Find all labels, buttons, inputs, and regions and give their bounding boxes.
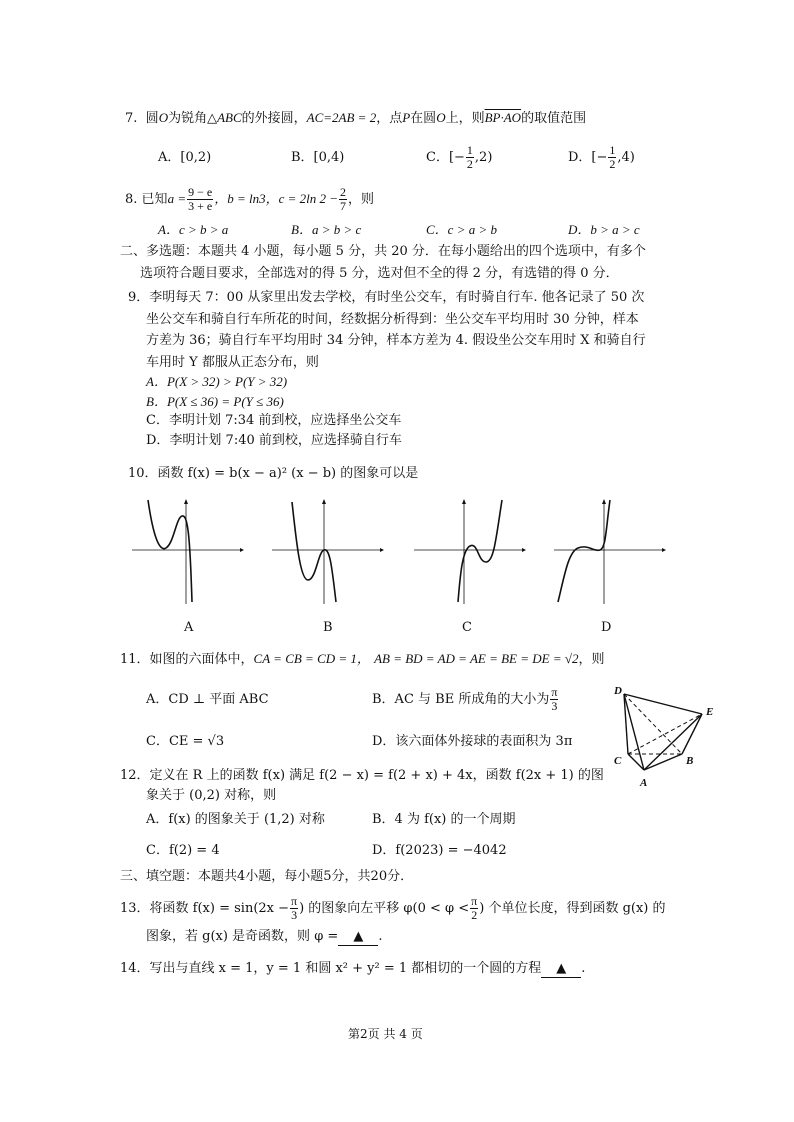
q14-answer-blank[interactable]: ▲ — [541, 961, 581, 978]
q9-line-1: 9．李明每天 7：00 从家里出发去学校，有时坐公交车，有时骑自行车. 他各记录了 50 次 — [128, 290, 645, 305]
q11-option-b: B．AC 与 BE 所成角的大小为 $\frac{\pi}{3}$ — [372, 685, 558, 713]
q10-graph-d — [552, 498, 667, 608]
q13-line-1: 13．将函数 f(x) = sin(2x − $\frac{\pi}{3}$ ) 的图象向左平移 φ(0 < φ < $\frac{\pi}{2}$ ) 个单位长度，得到函数 g(x) 的 — [120, 894, 666, 922]
figure-label-a: A — [640, 777, 648, 789]
section2-instructions-2: 选项符合题目要求，全部选对的得 5 分，选对但不全的得 2 分，有选错的得 0 分． — [140, 266, 619, 281]
section2-instructions-1: 二、多选题：本题共 4 小题，每小题 5 分，共 20 分．在每小题给出的四个选项中，有多个 — [120, 244, 646, 259]
q12-option-d: D．f(2023) = −4042 — [372, 843, 507, 858]
q11-option-d: D．该六面体外接球的表面积为 3π — [372, 734, 573, 749]
q10-label-d: D — [601, 620, 612, 635]
q9-option-d: D．李明计划 7:40 前到校，应选择骑自行车 — [146, 433, 402, 448]
figure-label-c: C — [614, 755, 622, 767]
q14-stem: 14．写出与直线 x = 1，y = 1 和圆 x² + y² = 1 都相切的一个圆的方程 ▲ . — [120, 961, 586, 976]
figure-label-e: E — [706, 706, 714, 718]
q7-option-a: A．[0,2) — [158, 150, 212, 165]
figure-label-b: B — [686, 755, 694, 767]
q9-option-a: A．P(X > 32) > P(Y > 32) — [146, 374, 288, 389]
q12-line-2: 象关于 (0,2) 对称，则 — [146, 788, 277, 803]
q12-option-b: B．4 为 f(x) 的一个周期 — [372, 812, 516, 827]
q9-option-c: C．李明计划 7:34 前到校，应选择坐公交车 — [146, 413, 402, 428]
q7-stem: 7. 圆O为锐角△ABC的外接圆，AC=2AB = 2，点P在圆O上，则BP·AO的取值范围 — [125, 110, 587, 126]
q10-label-b: B — [323, 620, 333, 635]
q12-option-c: C．f(2) = 4 — [146, 843, 220, 858]
q10-label-c: C — [462, 620, 472, 635]
q11-stem: 11．如图的六面体中，CA = CB = CD = 1， AB = BD = AD = AE = BE = DE = √2，则 — [120, 651, 605, 667]
figure-label-d: D — [614, 685, 622, 697]
q8-stem: 8. 已知a = $\frac{9 - e}{3 + e}$ ，b = ln3，c = 2ln 2 − $\frac{2}{7}$ ，则 — [125, 185, 375, 213]
q8-option-b: B．a > b > c — [291, 222, 362, 237]
q12-line-1: 12．定义在 R 上的函数 f(x) 满足 f(2 − x) = f(2 + x) + 4x，函数 f(2x + 1) 的图 — [120, 768, 604, 783]
q10-graph-b — [270, 498, 385, 608]
q9-option-b: B．P(X ≤ 36) = P(Y ≤ 36) — [146, 394, 284, 409]
q7-option-c: C．[− $\frac{1}{2}$ ,2) — [426, 143, 493, 171]
q8-option-c: C．c > a > b — [426, 222, 497, 237]
q10-graph-c — [412, 498, 527, 608]
q8-option-d: D．b > a > c — [568, 222, 640, 237]
page-footer: 第2页 共 4 页 — [348, 1027, 423, 1041]
q9-line-2: 坐公交车和骑自行车所花的时间，经数据分析得到：坐公交车平均用时 30 分钟，样本 — [146, 312, 639, 327]
q7-option-b: B．[0,4) — [291, 150, 345, 165]
q13-line-2: 图象，若 g(x) 是奇函数，则 φ = ▲ . — [146, 929, 383, 944]
q11-option-c: C．CE = √3 — [146, 734, 225, 749]
q8-option-a: A．c > b > a — [158, 222, 229, 237]
q10-stem: 10．函数 f(x) = b(x − a)² (x − b) 的图象可以是 — [128, 466, 419, 481]
q7-option-d: D．[− $\frac{1}{2}$ ,4) — [568, 143, 635, 171]
q11-hexahedron-figure — [606, 680, 724, 792]
q13-answer-blank[interactable]: ▲ — [338, 929, 378, 946]
q9-line-3: 方差为 36；骑自行车平均用时 34 分钟，样本方差为 4. 假设坐公交车用时 X 和骑自行 — [146, 333, 646, 348]
q11-option-a: A．CD ⊥ 平面 ABC — [146, 692, 269, 707]
section3-instructions: 三、填空题：本题共4小题，每小题5分，共20分． — [120, 869, 414, 884]
q10-label-a: A — [184, 620, 194, 635]
q9-line-4: 车用时 Y 都服从正态分布，则 — [146, 355, 319, 370]
q10-graph-a — [130, 498, 245, 608]
q12-option-a: A．f(x) 的图象关于 (1,2) 对称 — [146, 812, 325, 827]
